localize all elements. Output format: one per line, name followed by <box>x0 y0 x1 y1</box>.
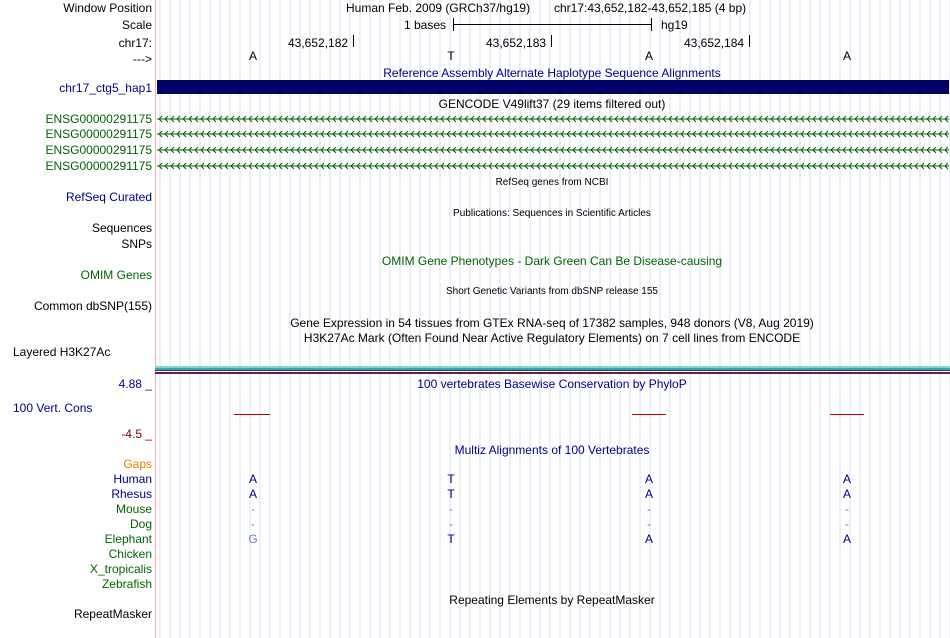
strand-label: ---> <box>133 52 152 66</box>
snps-label[interactable]: SNPs <box>121 237 152 251</box>
hap-track-title[interactable]: Reference Assembly Alternate Haplotype Sequence Alignments <box>383 66 721 80</box>
assembly-title: Human Feb. 2009 (GRCh37/hg19) <box>346 1 531 15</box>
species-base: T <box>447 487 455 501</box>
multiz-track-title[interactable]: Multiz Alignments of 100 Vertebrates <box>454 443 650 457</box>
phylop-score-bar[interactable] <box>632 414 666 415</box>
species-base: - <box>845 517 849 531</box>
refseq-track-label[interactable]: RefSeq Curated <box>65 190 152 204</box>
ref-base: A <box>644 49 654 63</box>
dbsnp-track-label[interactable]: Common dbSNP(155) <box>33 299 152 313</box>
species-base: A <box>248 487 258 501</box>
gaps-label[interactable]: Gaps <box>123 457 152 471</box>
species-label[interactable]: X_tropicalis <box>89 562 152 576</box>
coord-label: 43,652,182 <box>288 36 349 50</box>
repeat-track-label[interactable]: RepeatMasker <box>73 607 152 621</box>
dbsnp-track-title[interactable]: Short Genetic Variants from dbSNP release 155 <box>446 286 658 297</box>
ref-base: A <box>248 49 258 63</box>
coord-label: 43,652,184 <box>684 36 745 50</box>
gencode-track-title[interactable]: GENCODE V49lift37 (29 items filtered out) <box>438 97 666 111</box>
species-base: - <box>251 517 255 531</box>
scale-bar-left-tick <box>453 18 454 31</box>
h3k-track-label[interactable]: Layered H3K27Ac <box>13 345 111 359</box>
h3k27ac-signal-lines[interactable] <box>155 366 950 374</box>
gencode-item-label[interactable]: ENSG00000291175 <box>45 112 152 126</box>
position-readout: chr17:43,652,182-43,652,185 (4 bp) <box>554 1 747 15</box>
hap-track-label[interactable]: chr17_ctg5_hap1 <box>59 81 152 95</box>
omim-track-label[interactable]: OMIM Genes <box>80 268 152 282</box>
chrom-label: chr17: <box>118 36 152 50</box>
pubs-track-title[interactable]: Publications: Sequences in Scientific Articles <box>453 208 651 219</box>
species-label[interactable]: Chicken <box>108 547 152 561</box>
scale-bar <box>453 24 651 25</box>
refseq-track-title[interactable]: RefSeq genes from NCBI <box>495 177 609 188</box>
species-base: - <box>647 517 651 531</box>
species-base: A <box>842 532 852 546</box>
omim-track-title[interactable]: OMIM Gene Phenotypes - Dark Green Can Be Disease-causing <box>381 254 723 268</box>
phylop-score-bar[interactable] <box>830 414 864 415</box>
species-label[interactable]: Human <box>113 472 152 486</box>
species-label[interactable]: Zebrafish <box>101 577 152 591</box>
species-label[interactable]: Elephant <box>104 532 152 546</box>
coord-label: 43,652,183 <box>486 36 547 50</box>
scale-bar-right-tick <box>651 18 652 31</box>
gencode-item-label[interactable]: ENSG00000291175 <box>45 159 152 173</box>
coord-tick <box>749 35 750 47</box>
species-base: - <box>251 502 255 516</box>
h3k-track-title[interactable]: H3K27Ac Mark (Often Found Near Active Regulatory Elements) on 7 cell lines from ENCODE <box>303 331 801 345</box>
phylop-min-label: -4.5 _ <box>121 427 152 441</box>
species-base: A <box>842 487 852 501</box>
gencode-item-label[interactable]: ENSG00000291175 <box>45 127 152 141</box>
hap-alignment-bar[interactable] <box>157 80 949 94</box>
repeat-track-title[interactable]: Repeating Elements by RepeatMasker <box>449 593 655 607</box>
species-base: G <box>248 532 258 546</box>
gtex-track-title[interactable]: Gene Expression in 54 tissues from GTEx RNA-seq of 17382 samples, 948 donors (V8, Aug 2019) <box>290 316 814 330</box>
phylop-track-title[interactable]: 100 vertebrates Basewise Conservation by PhyloP <box>417 377 687 391</box>
species-base: - <box>449 517 453 531</box>
ref-base: T <box>447 49 455 63</box>
gene-model[interactable] <box>157 161 949 171</box>
coord-tick <box>551 35 552 47</box>
species-base: A <box>248 472 258 486</box>
phylop-max-label: 4.88 _ <box>118 377 152 391</box>
species-label[interactable]: Rhesus <box>111 487 152 501</box>
window-position-label: Window Position <box>63 1 152 15</box>
species-label[interactable]: Dog <box>129 517 152 531</box>
phylop-track-label[interactable]: 100 Vert. Cons <box>13 401 93 415</box>
sequences-label[interactable]: Sequences <box>91 221 152 235</box>
species-base: A <box>842 472 852 486</box>
gene-model[interactable] <box>157 114 949 124</box>
species-label[interactable]: Mouse <box>115 502 152 516</box>
coord-tick <box>353 35 354 47</box>
db-name: hg19 <box>661 18 688 32</box>
species-base: A <box>644 532 654 546</box>
gencode-item-label[interactable]: ENSG00000291175 <box>45 143 152 157</box>
species-base: - <box>449 502 453 516</box>
scale-text: 1 bases <box>404 18 447 32</box>
species-base: T <box>447 472 455 486</box>
species-base: T <box>447 532 455 546</box>
label-column-separator <box>155 0 156 638</box>
ref-base: A <box>842 49 852 63</box>
species-base: - <box>647 502 651 516</box>
species-base: A <box>644 487 654 501</box>
gene-model[interactable] <box>157 129 949 139</box>
gene-model[interactable] <box>157 145 949 155</box>
phylop-score-bar[interactable] <box>234 414 270 415</box>
species-base: - <box>845 502 849 516</box>
species-base: A <box>644 472 654 486</box>
scale-label: Scale <box>121 18 152 32</box>
